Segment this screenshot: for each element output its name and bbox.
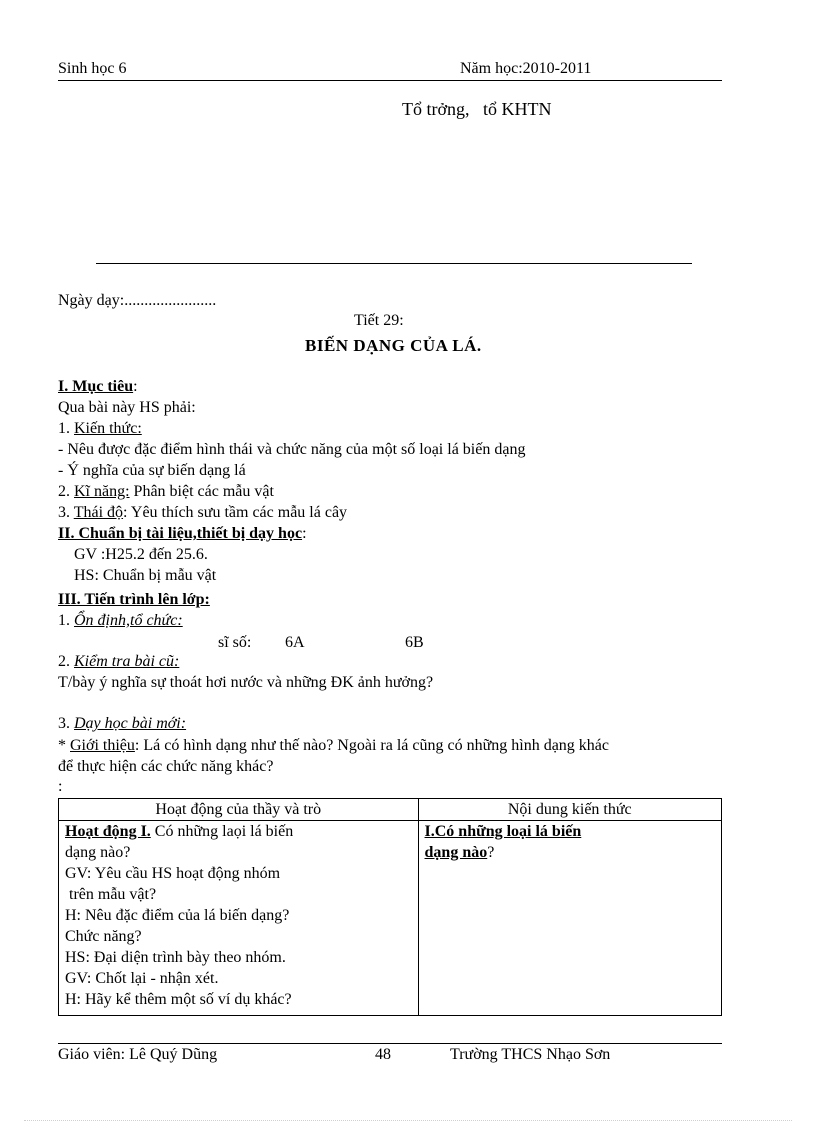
colon-line: : [58, 778, 63, 795]
section-divider [96, 263, 692, 264]
attendance-label: sĩ số: [218, 634, 252, 651]
attendance-class-b: 6B [405, 634, 424, 651]
attitude-line: 3. Thái độ: Yêu thích sưu tầm các mẫu lá cây [58, 504, 348, 521]
activity-line: GV: Yêu cầu HS hoạt động nhóm [65, 865, 281, 882]
step3-line: 3. Dạy học bài mới: [58, 715, 187, 732]
content-cell [418, 821, 721, 1016]
step2-line: 2. Kiểm tra bài cũ: [58, 653, 180, 670]
introduction-line-1: * Giới thiệu: Lá có hình dạng như thế nào? Ngoài ra lá cũng có những hình dạng khác [58, 737, 609, 754]
section3-heading: III. Tiến trình lên lớp: [58, 591, 210, 608]
introduction-line-2: để thực hiện các chức năng khác? [58, 758, 274, 775]
activity-line: HS: Đại diện trình bày theo nhóm. [65, 949, 286, 966]
activity-line: dạng nào? [65, 844, 131, 861]
content-title-line-1: I.Có những loại lá biến [424, 823, 582, 840]
table-row [59, 821, 722, 1016]
signature-line: Tổ trởng, tổ KHTN [402, 99, 552, 119]
footer-school: Trường THCS Nhạo Sơn [450, 1046, 611, 1063]
activity-line: GV: Chốt lại - nhận xét. [65, 970, 219, 987]
step1-line: 1. Ổn định,tổ chức: [58, 612, 183, 629]
header-rule [58, 80, 722, 81]
activity-title-line: Hoạt động I. Có những laọi lá biến [65, 823, 294, 840]
lesson-number: Tiết 29: [354, 312, 404, 329]
activity-line: Chức năng? [65, 928, 142, 945]
activity-line: trên mẫu vật? [65, 886, 157, 903]
section1-intro: Qua bài này HS phải: [58, 399, 196, 416]
activity-table [58, 798, 722, 1016]
footer-page-number: 48 [375, 1046, 391, 1063]
prep-hs: HS: Chuẩn bị mẫu vật [74, 567, 217, 584]
review-question: T/bày ý nghĩa sự thoát hơi nước và những ĐK ảnh hưởng? [58, 674, 434, 691]
skill-line: 2. Kĩ năng: Phân biệt các mẫu vật [58, 483, 274, 500]
prep-gv: GV :H25.2 đến 25.6. [74, 546, 208, 563]
col-header-activities: Hoạt động của thầy và trò [59, 799, 419, 821]
section2-heading: II. Chuẩn bị tài liệu,thiết bị dạy học: [58, 525, 307, 542]
table-header-row [59, 799, 722, 821]
page-bottom-edge [24, 1120, 792, 1121]
knowledge-item-2: - Ý nghĩa của sự biến dạng lá [58, 462, 246, 479]
activity-line: H: Hãy kể thêm một số ví dụ khác? [65, 991, 292, 1008]
knowledge-item-1: - Nêu được đặc điểm hình thái và chức năng của một số loại lá biến dạng [58, 441, 526, 458]
activities-cell [59, 821, 419, 1016]
header-school-year: Năm học:2010-2011 [460, 60, 592, 77]
lesson-title: BIẾN DẠNG CỦA LÁ. [305, 336, 482, 355]
footer-rule [58, 1043, 722, 1044]
knowledge-heading: 1. Kiến thức: [58, 420, 142, 437]
footer-teacher: Giáo viên: Lê Quý Dũng [58, 1046, 218, 1063]
col-header-content: Nội dung kiến thức [418, 799, 721, 821]
activity-line: H: Nêu đặc điểm của lá biến dạng? [65, 907, 290, 924]
section1-heading: I. Mục tiêu: [58, 378, 138, 395]
teaching-date: Ngày dạy:....................... [58, 292, 217, 309]
content-title-line-2: dạng nào? [424, 844, 495, 861]
attendance-class-a: 6A [285, 634, 305, 651]
header-subject: Sinh học 6 [58, 60, 127, 77]
